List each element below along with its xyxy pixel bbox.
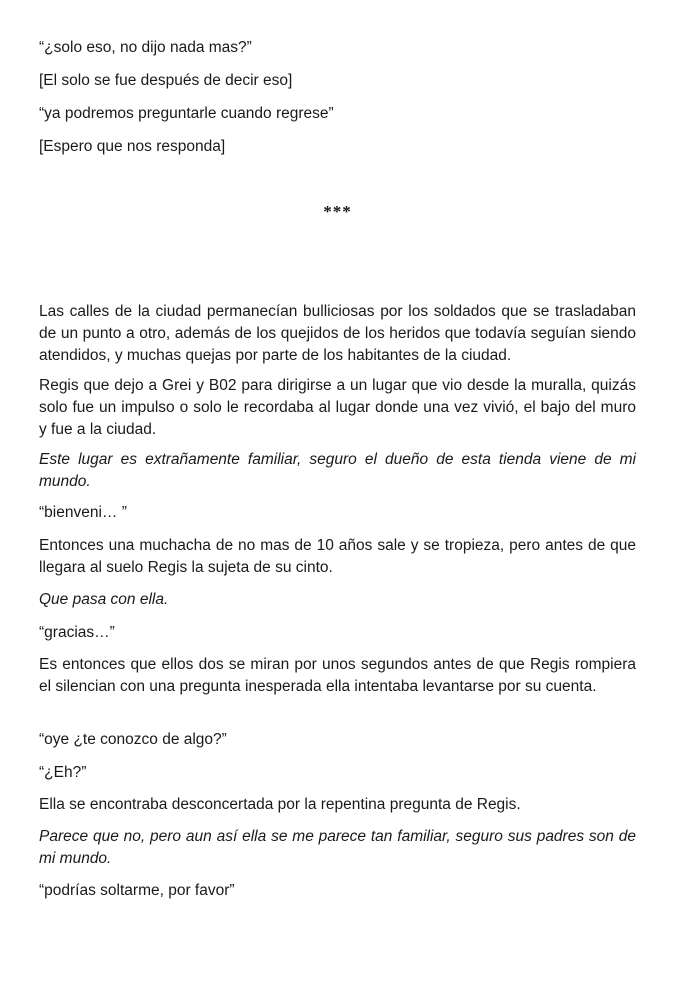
scene-separator: *** [323,202,352,221]
narrative-paragraph: Entonces una muchacha de no mas de 10 años sale y se tropieza, pero antes de que llegara al suelo Regis la sujeta de su cinto. [39,537,636,576]
dialogue-line: “¿Eh?” [39,764,87,781]
dialogue-line: “bienveni… ” [39,504,127,521]
thought-paragraph: Que pasa con ella. [39,591,169,608]
dialogue-line: “ya podremos preguntarle cuando regrese” [39,105,334,122]
dialogue-line: “oye ¿te conozco de algo?” [39,731,227,748]
dialogue-line: [El solo se fue después de decir eso] [39,72,293,89]
narrative-paragraph: Las calles de la ciudad permanecían bulliciosas por los soldados que se trasladaban de un punto a otro, además de los quejidos de los heridos que todavía seguían siendo atendidos, y muchas quejas por parte de los habitantes de la ciudad. [39,303,636,364]
narrative-paragraph: Es entonces que ellos dos se miran por unos segundos antes de que Regis rompiera el silencian con una pregunta inesperada ella intentaba levantarse por su cuenta. [39,656,636,695]
narrative-paragraph: Ella se encontraba desconcertada por la repentina pregunta de Regis. [39,796,521,813]
dialogue-line: “podrías soltarme, por favor” [39,882,235,899]
narrative-paragraph: Regis que dejo a Grei y B02 para dirigirse a un lugar que vio desde la muralla, quizás solo fue un impulso o solo le recordaba al lugar donde una vez vivió, el bajo del muro y fue a la ciudad. [39,377,636,438]
dialogue-line: [Espero que nos responda] [39,138,226,155]
dialogue-line: “gracias…” [39,624,115,641]
dialogue-line: “¿solo eso, no dijo nada mas?” [39,39,252,56]
thought-paragraph: Parece que no, pero aun así ella se me parece tan familiar, seguro sus padres son de mi mundo. [39,828,636,867]
thought-paragraph: Este lugar es extrañamente familiar, seguro el dueño de esta tienda viene de mi mundo. [39,451,636,490]
